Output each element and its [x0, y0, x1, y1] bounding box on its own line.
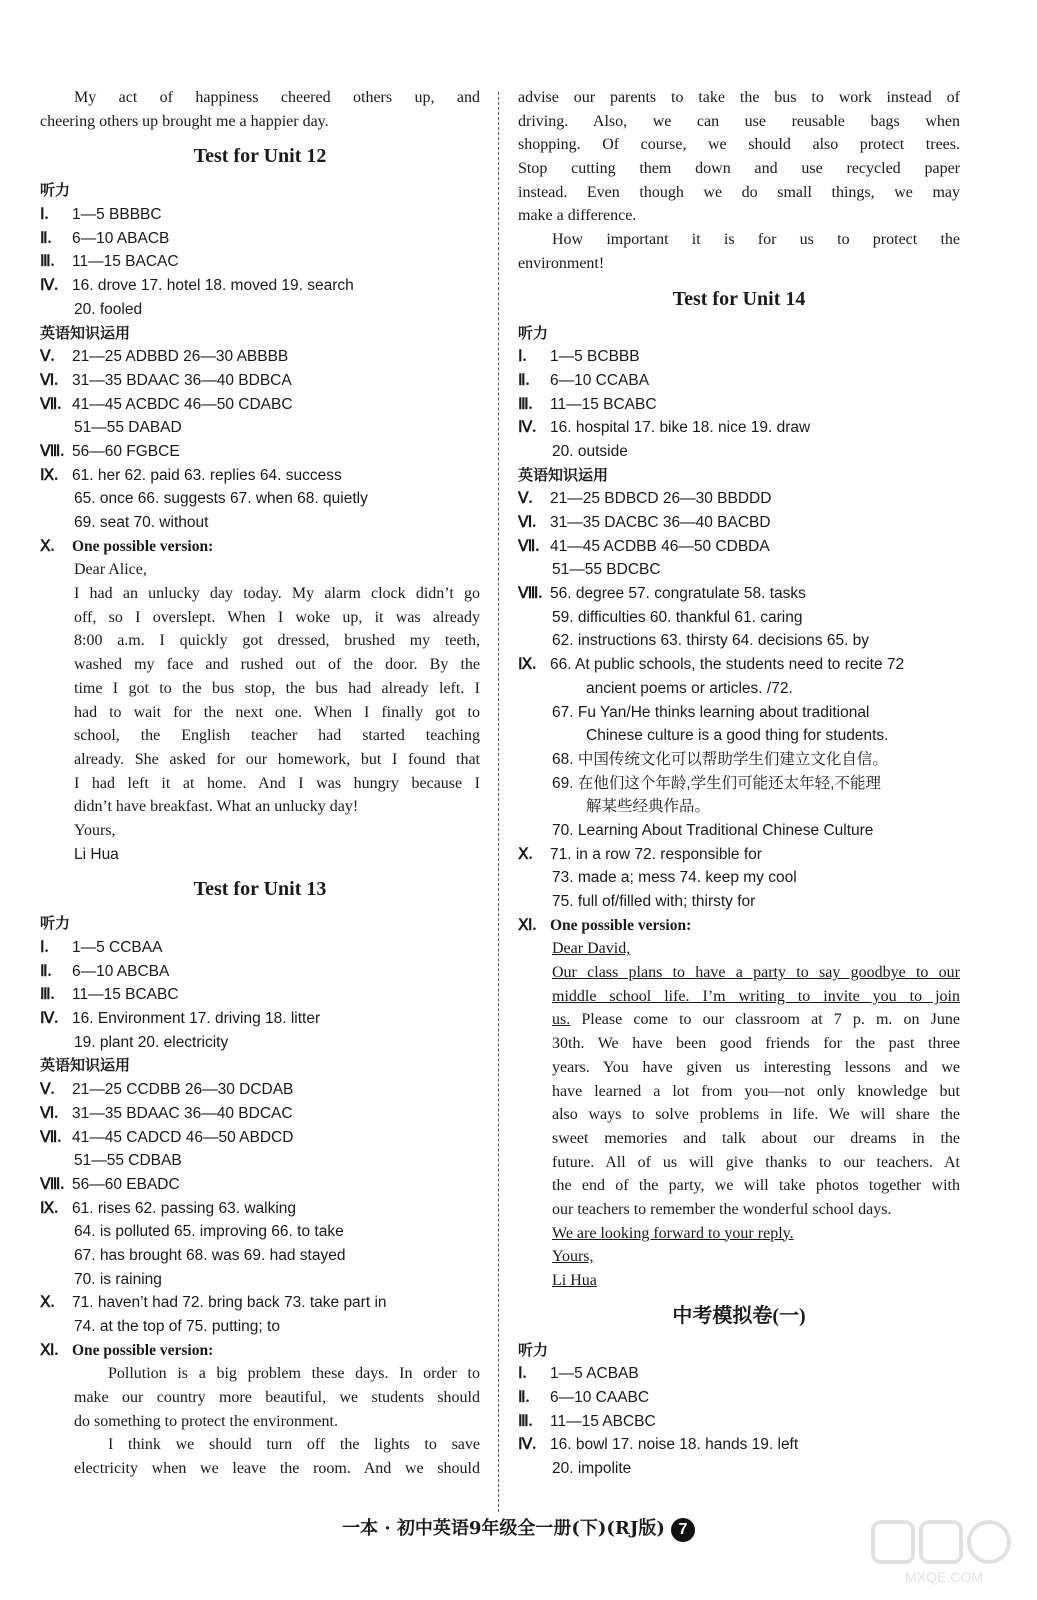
answer-text: 21—25 BDBCD 26—30 BBDDD	[550, 490, 772, 508]
roman-numeral: Ⅷ.	[518, 585, 543, 603]
answer-line: 51—55 BDCBC	[552, 561, 661, 579]
answer-item	[518, 487, 960, 511]
answer-item	[40, 1291, 480, 1315]
answer-line: Li Hua	[74, 845, 119, 863]
essay-line: have learned a lot from you—not only knowledge but	[552, 1082, 960, 1100]
underlined-text: Li Hua	[552, 1272, 597, 1289]
answer-item	[40, 440, 480, 464]
answer-item	[40, 936, 480, 960]
answer-text: 11—15 BCABC	[72, 986, 179, 1004]
roman-numeral: Ⅺ.	[40, 1341, 59, 1359]
roman-numeral: Ⅲ.	[518, 1412, 533, 1430]
answer-text: 31—35 BDAAC 36—40 BDBCA	[72, 371, 292, 389]
answer-text: 6—10 CCABA	[550, 371, 650, 389]
answer-line: 69. 在他们这个年龄,学生们可能还太年轻,不能理	[552, 774, 881, 792]
answer-line: 69. seat 70. without	[74, 514, 209, 531]
roman-numeral: Ⅱ.	[518, 1389, 530, 1407]
answer-item	[518, 369, 960, 393]
essay-line: already. She asked for our homework, but I found that	[74, 750, 480, 768]
answer-item	[518, 653, 960, 677]
essay-line	[518, 1008, 960, 1032]
answer-line: 20. fooled	[74, 300, 143, 318]
answer-item	[40, 369, 480, 393]
roman-numeral: Ⅲ.	[40, 986, 55, 1004]
roman-numeral: Ⅹ.	[518, 845, 533, 863]
answer-line: 65. once 66. suggests 67. when 68. quietly	[74, 490, 368, 508]
answer-text: 11—15 BCABC	[550, 395, 657, 413]
answer-text: 66. At public schools, the students need to recite 72	[550, 656, 905, 674]
roman-numeral: Ⅹ.	[40, 1294, 55, 1312]
answer-item	[40, 535, 480, 559]
roman-numeral: Ⅵ.	[40, 1104, 59, 1122]
answer-text: 1—5 BCBBB	[550, 348, 640, 366]
column-divider	[498, 92, 499, 1512]
answer-text: 61. her 62. paid 63. replies 64. success	[72, 466, 342, 484]
answer-text: 16. Environment 17. driving 18. litter	[72, 1010, 321, 1028]
answer-text: 1—5 CCBAA	[72, 939, 163, 956]
roman-numeral: Ⅷ.	[40, 1175, 65, 1193]
section-subheading: 听力	[40, 181, 71, 200]
essay-line: How important it is for us to protect the	[552, 231, 960, 249]
underlined-text: us.	[552, 1011, 571, 1029]
answer-text: One possible version:	[72, 537, 214, 555]
answer-line: ancient poems or articles. /72.	[586, 679, 793, 697]
roman-numeral: Ⅵ.	[40, 371, 59, 389]
answer-line: 20. impolite	[552, 1460, 632, 1478]
essay-line-underlined: Our class plans to have a party to say goodbye to our	[552, 964, 960, 982]
roman-numeral: Ⅶ.	[40, 1128, 62, 1146]
roman-numeral: Ⅴ.	[40, 1081, 55, 1099]
underlined-text: Yours,	[552, 1248, 594, 1266]
answer-text: 16. hospital 17. bike 18. nice 19. draw	[550, 419, 811, 437]
answer-item	[40, 1197, 480, 1221]
answer-line: 51—55 CDBAB	[74, 1152, 182, 1170]
answer-line: didn’t have breakfast. What an unlucky day!	[74, 798, 359, 816]
answer-text: 61. rises 62. passing 63. walking	[72, 1199, 297, 1217]
underlined-text: We are looking forward to your reply.	[552, 1224, 794, 1242]
essay-line: electricity when we leave the room. And we should	[74, 1460, 480, 1478]
roman-numeral: Ⅶ.	[518, 537, 540, 555]
answer-line: 70. is raining	[74, 1270, 162, 1288]
answer-line: our teachers to remember the wonderful school days.	[552, 1200, 892, 1218]
essay-line: Pollution is a big problem these days. In order to	[108, 1365, 480, 1383]
essay-line: driving. Also, we can use reusable bags when	[518, 112, 960, 130]
roman-numeral: Ⅳ.	[518, 1436, 537, 1454]
answer-item	[40, 1173, 480, 1197]
roman-numeral: Ⅴ.	[40, 348, 55, 366]
essay-line: cheering others up brought me a happier day.	[40, 112, 329, 130]
answer-item	[40, 250, 480, 274]
essay-line: off, so I overslept. When I woke up, it was already	[74, 608, 480, 626]
essay-line: washed my face and rushed out of the door. By the	[74, 656, 480, 674]
roman-numeral: Ⅸ.	[40, 466, 59, 484]
answer-item	[40, 1339, 480, 1363]
essay-line-underlined: middle school life. I’m writing to invite you to join	[552, 987, 960, 1005]
answer-line: 68. 中国传统文化可以帮助学生们建立文化自信。	[552, 750, 888, 768]
watermark-text: MXQE.COM	[905, 1569, 983, 1585]
answer-item	[518, 511, 960, 535]
answer-text: One possible version:	[550, 916, 692, 934]
essay-line: the end of the party, we will take photos together with	[552, 1177, 960, 1195]
answer-text: 11—15 ABCBC	[550, 1412, 656, 1430]
essay-line: I think we should turn off the lights to save	[108, 1436, 480, 1454]
roman-numeral: Ⅵ.	[518, 514, 537, 531]
answer-text: 11—15 BACAC	[72, 253, 179, 271]
essay-line: instead. Even though we do small things, we may	[518, 183, 960, 201]
roman-numeral: Ⅰ.	[40, 206, 49, 224]
watermark-logo	[869, 1518, 1019, 1588]
answer-text: 21—25 ADBBD 26—30 ABBBB	[72, 348, 289, 366]
answer-line: 73. made a; mess 74. keep my cool	[552, 869, 797, 887]
answer-text: 71. in a row 72. responsible for	[550, 845, 762, 863]
answer-line: 62. instructions 63. thirsty 64. decisions 65. by	[552, 632, 870, 650]
answer-item	[40, 464, 480, 488]
roman-numeral: Ⅲ.	[40, 253, 55, 271]
answer-item	[518, 1433, 960, 1457]
roman-numeral: Ⅳ.	[518, 419, 537, 437]
answer-item	[518, 843, 960, 867]
essay-line: advise our parents to take the bus to work instead of	[518, 89, 960, 106]
essay-line-underlined	[518, 937, 960, 961]
answer-item	[518, 1410, 960, 1434]
essay-line: 8:00 a.m. I quickly got dressed, brushed my teeth,	[74, 632, 480, 650]
answer-line: 19. plant 20. electricity	[74, 1033, 229, 1051]
essay-line-underlined	[518, 1269, 960, 1293]
answer-text: 71. haven’t had 72. bring back 73. take part in	[72, 1294, 387, 1312]
essay-line: 30th. We have been good friends for the past three	[552, 1035, 960, 1053]
roman-numeral: Ⅸ.	[518, 656, 537, 674]
answer-line: 20. outside	[552, 442, 628, 460]
page-number: 7	[671, 1518, 695, 1542]
answer-line: Dear Alice,	[74, 561, 147, 579]
answer-text: 41—45 ACBDC 46—50 CDABC	[72, 395, 293, 413]
footer-title: 一本 · 初中英语9年级全一册(下)(RJ版)	[342, 1518, 665, 1539]
answer-text: 56—60 FGBCE	[72, 442, 180, 460]
essay-line: time I got to the bus stop, the bus had already left. I	[74, 679, 480, 697]
answer-text: 41—45 ACDBB 46—50 CDBDA	[550, 537, 770, 555]
essay-line: make a difference.	[518, 207, 637, 225]
answer-text: 31—35 BDAAC 36—40 BDCAC	[72, 1104, 293, 1122]
answer-text: 56. degree 57. congratulate 58. tasks	[550, 585, 806, 603]
essay-line: also ways to solve problems in life. We will share the	[552, 1106, 960, 1124]
roman-numeral: Ⅰ.	[40, 939, 49, 956]
section-subheading: 听力	[518, 1340, 549, 1359]
roman-numeral: Ⅹ.	[40, 537, 55, 555]
answer-item	[40, 203, 480, 227]
section-subheading: 英语知识运用	[518, 465, 609, 484]
answer-line: 74. at the top of 75. putting; to	[74, 1318, 280, 1335]
essay-line: environment!	[518, 254, 605, 272]
essay-line: shopping. Of course, we should also protect trees.	[518, 136, 960, 154]
answer-line: 64. is polluted 65. improving 66. to take	[74, 1223, 344, 1241]
roman-numeral: Ⅺ.	[518, 916, 537, 934]
answer-item	[40, 1126, 480, 1150]
right-column	[518, 86, 960, 1481]
essay-line-underlined	[518, 1222, 960, 1246]
roman-numeral: Ⅱ.	[40, 962, 52, 980]
answer-text: 56—60 EBADC	[72, 1175, 180, 1193]
section-heading: Test for Unit 12	[193, 145, 327, 168]
section-subheading: 英语知识运用	[40, 1056, 131, 1075]
answer-item	[518, 1362, 960, 1386]
essay-line: years. You have given us interesting lessons and we	[552, 1058, 960, 1076]
essay-line: sweet memories and talk about our dreams in the	[552, 1129, 960, 1147]
essay-line: I had left it at home. And I was hungry because I	[74, 774, 480, 792]
answer-text: 6—10 ABCBA	[72, 962, 170, 980]
answer-text: 16. bowl 17. noise 18. hands 19. left	[550, 1436, 799, 1454]
roman-numeral: Ⅱ.	[40, 229, 52, 247]
section-heading: Test for Unit 13	[193, 878, 327, 901]
essay-line: Stop cutting them down and use recycled paper	[518, 160, 960, 178]
roman-numeral: Ⅴ.	[518, 490, 533, 508]
essay-text: Please come to our classroom at 7 p. m. on June	[570, 1011, 960, 1029]
roman-numeral: Ⅰ.	[518, 348, 527, 366]
answer-item	[40, 393, 480, 417]
section-subheading: 听力	[518, 323, 549, 342]
section-heading: Test for Unit 14	[672, 287, 806, 310]
underlined-text: Dear David,	[552, 940, 631, 958]
essay-line: I had an unlucky day today. My alarm clock didn’t go	[74, 585, 480, 603]
answer-line: Yours,	[74, 821, 116, 839]
roman-numeral: Ⅱ.	[518, 371, 530, 389]
answer-text: 6—10 CAABC	[550, 1389, 650, 1407]
answer-item	[518, 582, 960, 606]
answer-line: do something to protect the environment.	[74, 1412, 338, 1430]
answer-item	[518, 393, 960, 417]
answer-line: 67. Fu Yan/He thinks learning about traditional	[552, 703, 870, 721]
answer-text: One possible version:	[72, 1341, 214, 1359]
roman-numeral: Ⅸ.	[40, 1199, 59, 1217]
answer-line: 67. has brought 68. was 69. had stayed	[74, 1246, 346, 1264]
roman-numeral: Ⅷ.	[40, 442, 65, 460]
answer-item	[518, 914, 960, 938]
essay-line: had to wait for the next one. When I finally got to	[74, 703, 480, 721]
answer-text: 6—10 ABACB	[72, 229, 170, 247]
answer-line: 59. difficulties 60. thankful 61. caring	[552, 608, 803, 626]
answer-item	[518, 345, 960, 369]
essay-line: school, the English teacher had started teaching	[74, 727, 480, 745]
answer-item	[518, 1386, 960, 1410]
answer-item	[518, 416, 960, 440]
answer-item	[40, 983, 480, 1007]
answer-line: 75. full of/filled with; thirsty for	[552, 893, 756, 910]
answer-text: 16. drove 17. hotel 18. moved 19. search	[72, 277, 354, 295]
answer-item	[40, 1102, 480, 1126]
essay-line-underlined	[518, 1245, 960, 1269]
answer-item	[40, 274, 480, 298]
section-heading: 中考模拟卷(一)	[672, 1304, 806, 1327]
essay-line: future. All of us will give thanks to our teachers. At	[552, 1153, 960, 1171]
left-column	[40, 86, 480, 1481]
answer-item	[518, 535, 960, 559]
answer-item	[40, 1007, 480, 1031]
answer-item	[40, 1078, 480, 1102]
answer-line: 70. Learning About Traditional Chinese Culture	[552, 821, 874, 839]
answer-item	[40, 227, 480, 251]
answer-text: 31—35 DACBC 36—40 BACBD	[550, 514, 771, 531]
roman-numeral: Ⅰ.	[518, 1365, 527, 1383]
essay-line: make our country more beautiful, we students should	[74, 1389, 480, 1407]
answer-item	[40, 345, 480, 369]
section-subheading: 英语知识运用	[40, 323, 131, 342]
essay-line: My act of happiness cheered others up, and	[74, 89, 480, 106]
answer-text: 1—5 BBBBC	[72, 206, 162, 224]
answer-line: 解某些经典作品。	[586, 798, 711, 816]
answer-text: 41—45 CADCD 46—50 ABDCD	[72, 1128, 294, 1146]
answer-text: 21—25 CCDBB 26—30 DCDAB	[72, 1081, 294, 1099]
answer-line: Chinese culture is a good thing for students.	[586, 727, 889, 745]
roman-numeral: Ⅳ.	[40, 277, 59, 295]
section-subheading: 听力	[40, 914, 71, 933]
roman-numeral: Ⅳ.	[40, 1010, 59, 1028]
roman-numeral: Ⅲ.	[518, 395, 533, 413]
answer-line: 51—55 DABAD	[74, 419, 182, 437]
answer-item	[40, 960, 480, 984]
roman-numeral: Ⅶ.	[40, 395, 62, 413]
answer-text: 1—5 ACBAB	[550, 1365, 639, 1383]
